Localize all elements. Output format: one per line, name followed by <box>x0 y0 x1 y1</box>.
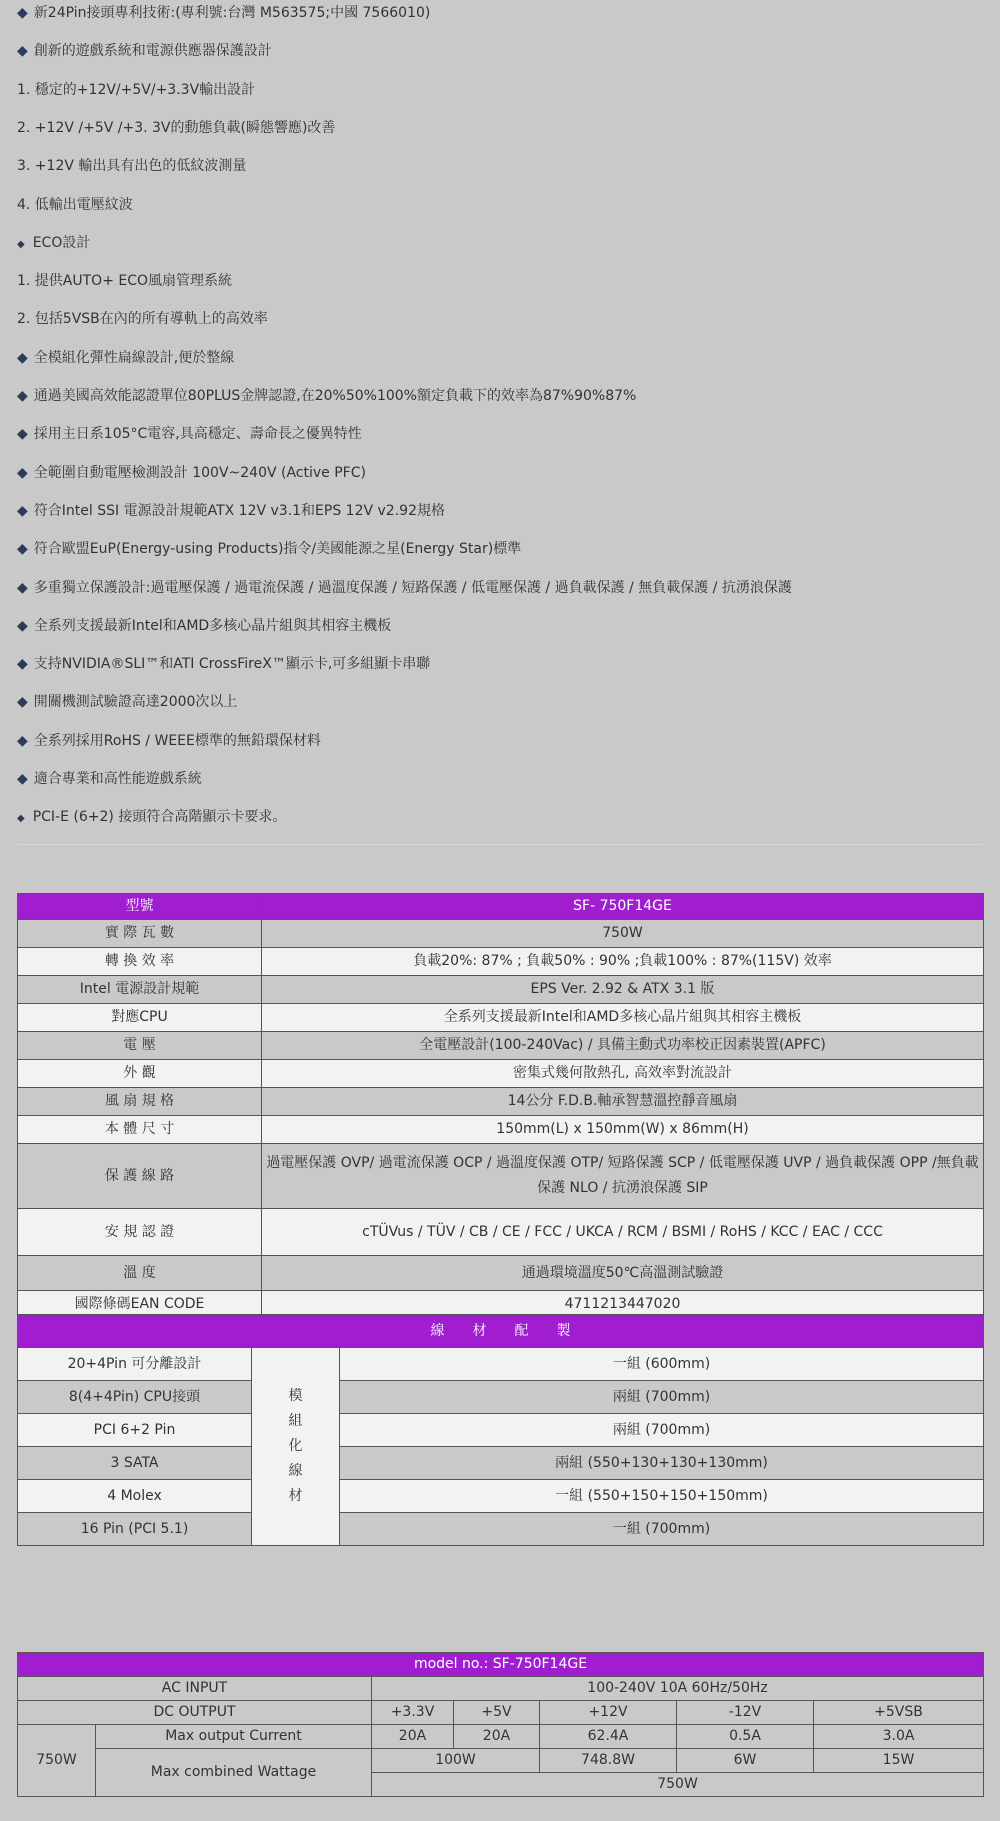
max-current-value: 3.0A <box>814 1725 984 1749</box>
feature-text: 全模組化彈性扁線設計,便於整線 <box>33 349 235 366</box>
feature-text: ECO設計 <box>32 234 91 251</box>
cable-row <box>18 1513 984 1546</box>
spec-label: 保 護 線 路 <box>18 1144 262 1209</box>
output-spec-title: model no.: SF-750F14GE <box>18 1653 984 1677</box>
diamond-bullet-icon: ◆ <box>17 426 28 443</box>
feature-item <box>17 192 133 230</box>
rail-label: +3.3V <box>372 1701 454 1725</box>
cable-quantity: 兩組 (700mm) <box>340 1381 984 1414</box>
feature-item <box>17 498 445 536</box>
spec-label: 電 壓 <box>18 1032 262 1060</box>
cable-title: 線 材 配 製 <box>18 1315 984 1348</box>
diamond-bullet-icon: ◆ <box>17 771 28 787</box>
cable-group-char: 組 <box>288 1413 303 1429</box>
spec-value: 全系列支援最新Intel和AMD多核心晶片組與其相容主機板 <box>262 1004 984 1032</box>
feature-item <box>17 804 286 842</box>
cable-quantity: 一組 (550+150+150+150mm) <box>340 1480 984 1513</box>
cable-row <box>18 1414 984 1447</box>
combined-wattage-value: 6W <box>677 1749 814 1773</box>
spec-row <box>18 1256 984 1291</box>
cable-group-char: 化 <box>288 1438 303 1454</box>
spec-value: cTÜVus / TÜV / CB / CE / FCC / UKCA / RCM / BSMI / RoHS / KCC / EAC / CCC <box>262 1209 984 1256</box>
spec-row <box>18 1032 984 1060</box>
spec-label: 外 觀 <box>18 1060 262 1088</box>
diamond-bullet-icon: ◆ <box>17 579 28 596</box>
feature-text: 新24Pin接頭專利技術:(專利號:台灣 M563575;中國 7566010) <box>33 5 431 21</box>
ac-input-value: 100-240V 10A 60Hz/50Hz <box>372 1677 984 1701</box>
cable-group-char: 線 <box>288 1463 303 1479</box>
spec-label: 風 扇 規 格 <box>18 1088 262 1116</box>
cable-connector: 20+4Pin 可分離設計 <box>18 1348 252 1381</box>
max-current-value: 0.5A <box>677 1725 814 1749</box>
spec-value: 750W <box>262 920 984 948</box>
rail-label: +5VSB <box>814 1701 984 1725</box>
wattage-cell: 750W <box>18 1725 96 1797</box>
cable-row <box>18 1348 984 1381</box>
diamond-bullet-icon: ◆ <box>17 656 28 673</box>
feature-item <box>17 230 90 268</box>
feature-item <box>17 153 246 191</box>
spec-row <box>18 1144 984 1209</box>
spec-row <box>18 1004 984 1032</box>
spec-value: 全電壓設計(100-240Vac) / 具備主動式功率校正因素裝置(APFC) <box>262 1032 984 1060</box>
spec-header-label: 型號 <box>18 894 262 920</box>
feature-item <box>17 689 237 727</box>
spec-label: 轉 換 效 率 <box>18 948 262 976</box>
feature-item <box>17 766 202 804</box>
max-current-label: Max output Current <box>96 1725 372 1749</box>
output-spec-table <box>17 1652 984 1797</box>
feature-item <box>17 38 272 76</box>
feature-text: PCI-E (6+2) 接頭符合高階顯示卡要求。 <box>32 809 287 826</box>
divider <box>17 844 983 845</box>
cable-connector: 3 SATA <box>18 1447 252 1480</box>
spec-label: 本 體 尺 寸 <box>18 1116 262 1144</box>
spec-value: 150mm(L) x 150mm(W) x 86mm(H) <box>262 1116 984 1144</box>
cable-group-label <box>252 1348 340 1546</box>
cable-row <box>18 1480 984 1513</box>
diamond-bullet-icon: ◆ <box>17 502 28 519</box>
feature-text: 3. +12V 輸出具有出色的低紋波測量 <box>17 158 247 175</box>
spec-value: 14公分 F.D.B.軸承智慧溫控靜音風扇 <box>262 1088 984 1116</box>
cable-group-char: 模 <box>288 1388 303 1404</box>
spec-row <box>18 976 984 1004</box>
feature-text: 1. 提供AUTO+ ECO風扇管理系統 <box>17 273 233 290</box>
spec-value: 4711213447020 <box>262 1291 984 1319</box>
spec-value: 過電壓保護 OVP/ 過電流保護 OCP / 過溫度保護 OTP/ 短路保護 SCP / 低電壓保護 UVP / 過負載保護 OPP /無負載保護 NLO / 抗湧浪保護 SIP <box>262 1144 984 1209</box>
feature-item <box>17 77 255 115</box>
cable-connector: PCI 6+2 Pin <box>18 1414 252 1447</box>
cable-group-char: 材 <box>288 1488 303 1504</box>
diamond-bullet-icon: ◆ <box>17 694 28 711</box>
rail-label: +5V <box>454 1701 540 1725</box>
spec-label: 實 際 瓦 數 <box>18 920 262 948</box>
feature-item <box>17 115 335 153</box>
diamond-bullet-icon: ◆ <box>17 464 28 481</box>
spec-row <box>18 1060 984 1088</box>
cable-quantity: 兩組 (550+130+130+130mm) <box>340 1447 984 1480</box>
feature-text: 2. 包括5VSB在內的所有導軌上的高效率 <box>17 311 268 328</box>
feature-item <box>17 383 636 421</box>
feature-text: 全系列支援最新Intel和AMD多核心晶片組與其相容主機板 <box>33 617 392 634</box>
diamond-bullet-icon: ◆ <box>17 541 28 558</box>
feature-text: 全範圍自動電壓檢測設計 100V~240V (Active PFC) <box>33 464 366 481</box>
feature-text: 4. 低輸出電壓紋波 <box>17 196 133 213</box>
combined-wattage-label: Max combined Wattage <box>96 1749 372 1797</box>
spec-row <box>18 1088 984 1116</box>
diamond-bullet-icon: ◆ <box>17 388 28 404</box>
spec-value: 負載20%: 87% ; 負載50% : 90% ;負載100% : 87%(115V) 效率 <box>262 948 984 976</box>
cable-row <box>18 1447 984 1480</box>
max-current-value: 62.4A <box>540 1725 677 1749</box>
spec-table <box>17 893 984 1319</box>
feature-text: 1. 穩定的+12V/+5V/+3.3V輸出設計 <box>17 81 256 98</box>
max-current-value: 20A <box>372 1725 454 1749</box>
cable-connector: 4 Molex <box>18 1480 252 1513</box>
spec-label: 對應CPU <box>18 1004 262 1032</box>
spec-label: 國際條碼EAN CODE <box>18 1291 262 1319</box>
spec-header-value: SF- 750F14GE <box>262 894 984 920</box>
diamond-bullet-icon: ◆ <box>17 617 28 634</box>
feature-item <box>17 728 321 766</box>
dc-output-label: DC OUTPUT <box>18 1701 372 1725</box>
feature-item <box>17 460 366 498</box>
cable-quantity: 一組 (700mm) <box>340 1513 984 1546</box>
spec-row <box>18 1209 984 1256</box>
diamond-bullet-icon: ◆ <box>17 813 25 825</box>
feature-text: 開關機測試驗證高達2000次以上 <box>33 694 238 711</box>
feature-text: 採用主日系105°C電容,具高穩定、壽命長之優異特性 <box>33 426 362 443</box>
spec-label: Intel 電源設計規範 <box>18 976 262 1004</box>
feature-item <box>17 536 521 574</box>
cable-quantity: 一組 (600mm) <box>340 1348 984 1381</box>
cable-quantity: 兩組 (700mm) <box>340 1414 984 1447</box>
feature-text: 通過美國高效能認證單位80PLUS金牌認證,在20%50%100%額定負載下的效率為87%90%87% <box>33 388 637 404</box>
spec-label: 溫 度 <box>18 1256 262 1291</box>
diamond-bullet-icon: ◆ <box>17 238 25 250</box>
feature-item <box>17 345 234 383</box>
feature-text: 全系列採用RoHS / WEEE標準的無鉛環保材料 <box>33 732 321 749</box>
spec-row <box>18 920 984 948</box>
rail-label: +12V <box>540 1701 677 1725</box>
cable-table <box>17 1314 984 1546</box>
feature-item <box>17 306 268 344</box>
spec-value: EPS Ver. 2.92 & ATX 3.1 版 <box>262 976 984 1004</box>
cable-row <box>18 1381 984 1414</box>
feature-text: 支持NVIDIA®SLI™和ATI CrossFireX™顯示卡,可多組顯卡串聯 <box>33 656 431 673</box>
cable-connector: 8(4+4Pin) CPU接頭 <box>18 1381 252 1414</box>
cable-connector: 16 Pin (PCI 5.1) <box>18 1513 252 1546</box>
feature-item <box>17 0 430 38</box>
feature-text: 符合Intel SSI 電源設計規範ATX 12V v3.1和EPS 12V v2.92規格 <box>33 502 445 519</box>
combined-wattage-value: 100W <box>372 1749 540 1773</box>
combined-wattage-value: 748.8W <box>540 1749 677 1773</box>
rail-label: -12V <box>677 1701 814 1725</box>
feature-item <box>17 575 792 613</box>
feature-text: 適合專業和高性能遊戲系統 <box>33 771 202 787</box>
feature-text: 多重獨立保護設計:過電壓保護 / 過電流保護 / 過溫度保護 / 短路保護 / 低電壓保護 / 過負載保護 / 無負載保護 / 抗湧浪保護 <box>33 579 792 596</box>
feature-item <box>17 613 391 651</box>
spec-label: 安 規 認 證 <box>18 1209 262 1256</box>
feature-text: 符合歐盟EuP(Energy-using Products)指令/美國能源之星(Energy Star)標準 <box>33 541 522 558</box>
spec-value: 通過環境溫度50℃高溫測試驗證 <box>262 1256 984 1291</box>
diamond-bullet-icon: ◆ <box>17 732 28 749</box>
combined-wattage-value: 15W <box>814 1749 984 1773</box>
ac-input-label: AC INPUT <box>18 1677 372 1701</box>
spec-row <box>18 948 984 976</box>
cable-title-row <box>18 1315 984 1348</box>
feature-item <box>17 421 362 459</box>
spec-header-row <box>18 894 984 920</box>
feature-text: 2. +12V /+5V /+3. 3V的動態負載(瞬態響應)改善 <box>17 119 336 136</box>
feature-text: 創新的遊戲系統和電源供應器保護設計 <box>33 43 272 60</box>
spec-row <box>18 1116 984 1144</box>
diamond-bullet-icon: ◆ <box>17 5 28 21</box>
diamond-bullet-icon: ◆ <box>17 43 28 60</box>
total-wattage: 750W <box>372 1773 984 1797</box>
spec-value: 密集式幾何散熱孔, 高效率對流設計 <box>262 1060 984 1088</box>
feature-item <box>17 651 430 689</box>
diamond-bullet-icon: ◆ <box>17 349 28 366</box>
max-current-value: 20A <box>454 1725 540 1749</box>
feature-item <box>17 268 232 306</box>
